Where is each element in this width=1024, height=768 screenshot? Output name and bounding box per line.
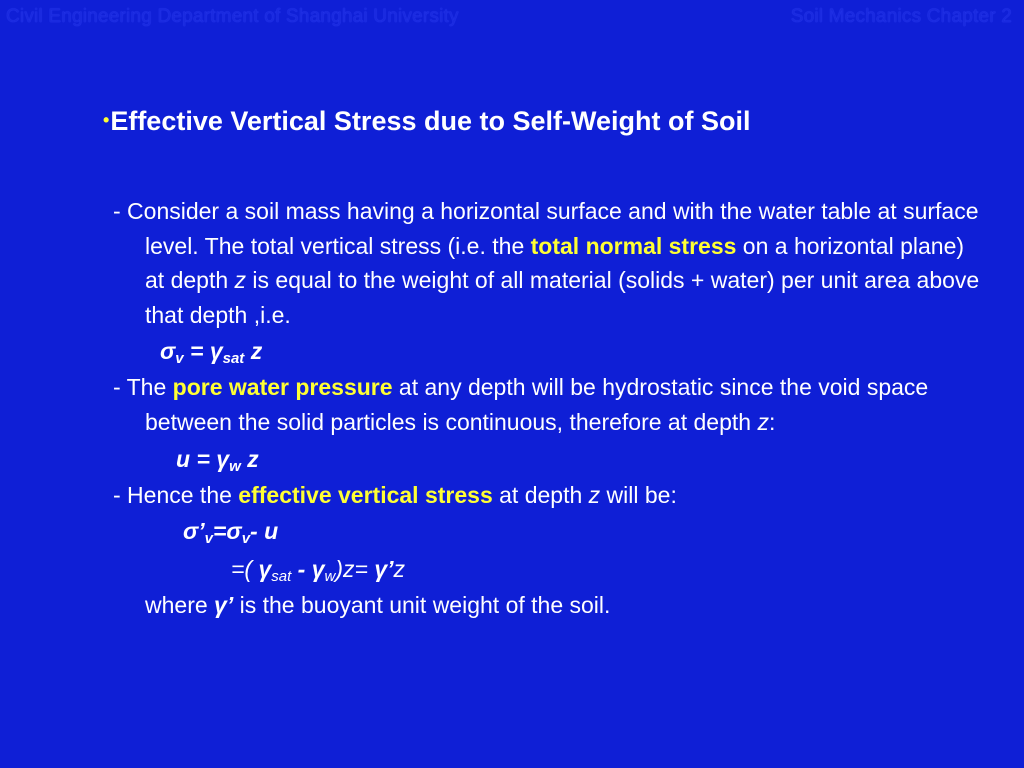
equation-text: =(: [231, 556, 259, 583]
definition-buoyant-weight: [113, 588, 983, 623]
equation-subscript: w: [229, 457, 241, 475]
paragraph-text: at any depth will be hydrostatic since the void space between the solid particles is continuous, therefore at depth: [145, 374, 929, 435]
equation-subscript: w: [324, 568, 336, 586]
header-institution: Civil Engineering Department of Shanghai University: [6, 6, 459, 27]
equation-subscript: sat: [222, 350, 245, 368]
paragraph-pore-pressure: [113, 370, 983, 439]
paragraph-text: :: [768, 408, 776, 435]
paragraph-text: where: [145, 592, 215, 619]
bullet-icon: •: [103, 110, 110, 130]
equation-text: = γ: [183, 338, 223, 365]
equation-subscript: v: [204, 530, 213, 548]
equation-text: =σ: [213, 518, 242, 545]
variable-z: z: [757, 408, 769, 435]
slide-body: [113, 194, 983, 623]
paragraph-total-stress: [113, 194, 983, 332]
symbol-gamma-prime: γ’: [214, 592, 234, 619]
equation-total-stress: [113, 332, 983, 370]
header-course-chapter: Soil Mechanics Chapter 2: [790, 6, 1012, 27]
equation-symbol: γ: [258, 556, 272, 583]
variable-z: z: [234, 267, 247, 294]
equation-subscript: v: [175, 350, 184, 368]
highlight-total-normal-stress: total normal stress: [530, 232, 737, 259]
paragraph-text: at depth: [492, 481, 589, 508]
equation-pore-pressure: [113, 440, 983, 478]
equation-buoyant-weight: [113, 550, 983, 588]
equation-symbol: - γ: [291, 556, 325, 583]
equation-text: z: [393, 556, 406, 583]
paragraph-text: - Consider a soil mass having a horizontal surface and with the water table at surface level. The total vertical stress (i.e. the: [113, 198, 979, 259]
highlight-effective-vertical-stress: effective vertical stress: [238, 481, 493, 508]
equation-text: z: [240, 445, 259, 472]
equation-subscript: v: [241, 530, 251, 548]
equation-text: σ: [160, 338, 176, 365]
paragraph-text: - Hence the: [113, 481, 239, 508]
equation-text: z: [244, 338, 263, 365]
equation-symbol: γ’: [374, 556, 394, 583]
equation-text: u = γ: [176, 445, 230, 472]
equation-text: )z=: [335, 556, 375, 583]
highlight-pore-water-pressure: pore water pressure: [172, 374, 393, 401]
equation-text: - u: [250, 518, 279, 545]
paragraph-text: on a horizontal plane) at depth: [145, 232, 965, 294]
paragraph-text: - The: [113, 374, 173, 401]
equation-subscript: sat: [271, 568, 292, 586]
equation-effective-stress: [113, 512, 983, 550]
equation-text: σ’: [183, 518, 205, 545]
paragraph-text: is the buoyant unit weight of the soil.: [233, 592, 611, 619]
slide-title-text: Effective Vertical Stress due to Self-Weight of Soil: [110, 106, 751, 136]
variable-z: z: [588, 481, 601, 508]
paragraph-text: will be:: [600, 481, 677, 508]
paragraph-text: is equal to the weight of all material (solids + water) per unit area above that depth ,i.e.: [145, 267, 980, 328]
slide-title: [103, 106, 750, 137]
paragraph-effective-stress: [113, 478, 983, 513]
